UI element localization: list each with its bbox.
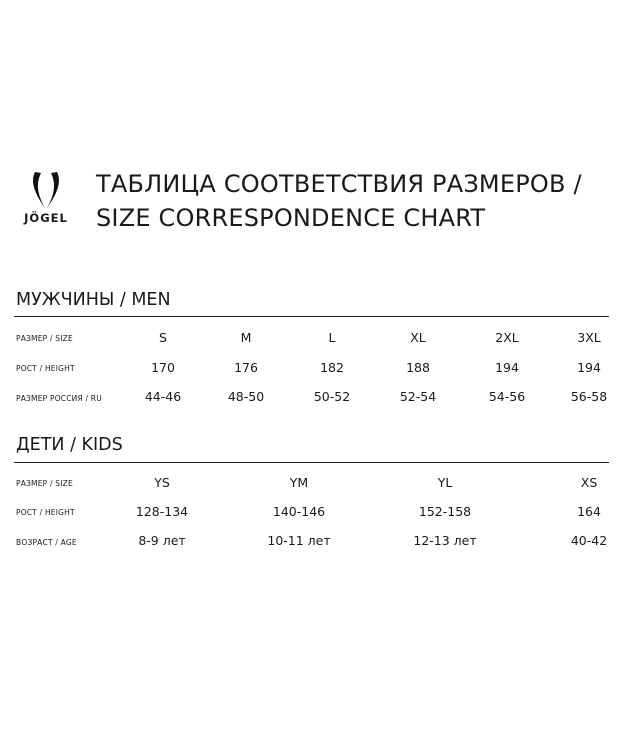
page-title-en: SIZE CORRESPONDENCE CHART <box>96 204 486 232</box>
men-size-label: РАЗМЕР / SIZE <box>16 334 73 343</box>
jogel-emblem-icon <box>26 170 66 210</box>
kids-age-cell: 8-9 лет <box>138 533 186 548</box>
kids-section-title: ДЕТИ / KIDS <box>16 435 123 455</box>
kids-size-cell: YL <box>437 475 453 490</box>
kids-height-cell: 152-158 <box>418 504 472 519</box>
men-size-cell: L <box>328 330 336 345</box>
kids-height-cell: 164 <box>577 504 601 519</box>
kids-size-label: РАЗМЕР / SIZE <box>16 479 73 488</box>
kids-age-cell: 10-11 лет <box>267 533 331 548</box>
page-title-ru: ТАБЛИЦА СООТВЕТСТВИЯ РАЗМЕРОВ / <box>96 170 582 198</box>
men-height-cell: 194 <box>495 360 519 375</box>
men-height-cell: 188 <box>406 360 430 375</box>
men-ru-size-cell: 52-54 <box>399 389 437 404</box>
men-ru-size-cell: 44-46 <box>144 389 182 404</box>
kids-age-label: ВОЗРАСТ / AGE <box>16 538 77 547</box>
men-ru-size-cell: 54-56 <box>488 389 526 404</box>
kids-size-cell: YS <box>154 475 170 490</box>
men-height-cell: 170 <box>151 360 175 375</box>
men-height-cell: 176 <box>234 360 258 375</box>
men-height-cell: 194 <box>577 360 601 375</box>
men-size-cell: 3XL <box>577 330 601 345</box>
kids-age-cell: 40-42 <box>570 533 608 548</box>
brand-wordmark: JÖGEL <box>24 211 68 225</box>
kids-size-cell: XS <box>580 475 598 490</box>
men-height-cell: 182 <box>320 360 344 375</box>
kids-age-cell: 12-13 лет <box>413 533 477 548</box>
men-ru-size-cell: 50-52 <box>313 389 351 404</box>
kids-height-label: РОСТ / HEIGHT <box>16 508 75 517</box>
men-size-cell: XL <box>410 330 426 345</box>
kids-size-cell: YM <box>289 475 309 490</box>
men-ru-size-cell: 56-58 <box>570 389 608 404</box>
men-ru-size-cell: 48-50 <box>227 389 265 404</box>
men-size-cell: S <box>159 330 167 345</box>
brand-logo <box>14 170 78 236</box>
men-ru-size-label: РАЗМЕР РОССИЯ / RU <box>16 394 102 403</box>
men-section-title: МУЖЧИНЫ / MEN <box>16 290 171 310</box>
men-size-cell: M <box>240 330 252 345</box>
kids-height-cell: 128-134 <box>135 504 189 519</box>
kids-height-cell: 140-146 <box>272 504 326 519</box>
kids-divider <box>14 462 609 463</box>
men-height-label: РОСТ / HEIGHT <box>16 364 75 373</box>
men-size-cell: 2XL <box>495 330 519 345</box>
men-divider <box>14 316 609 317</box>
